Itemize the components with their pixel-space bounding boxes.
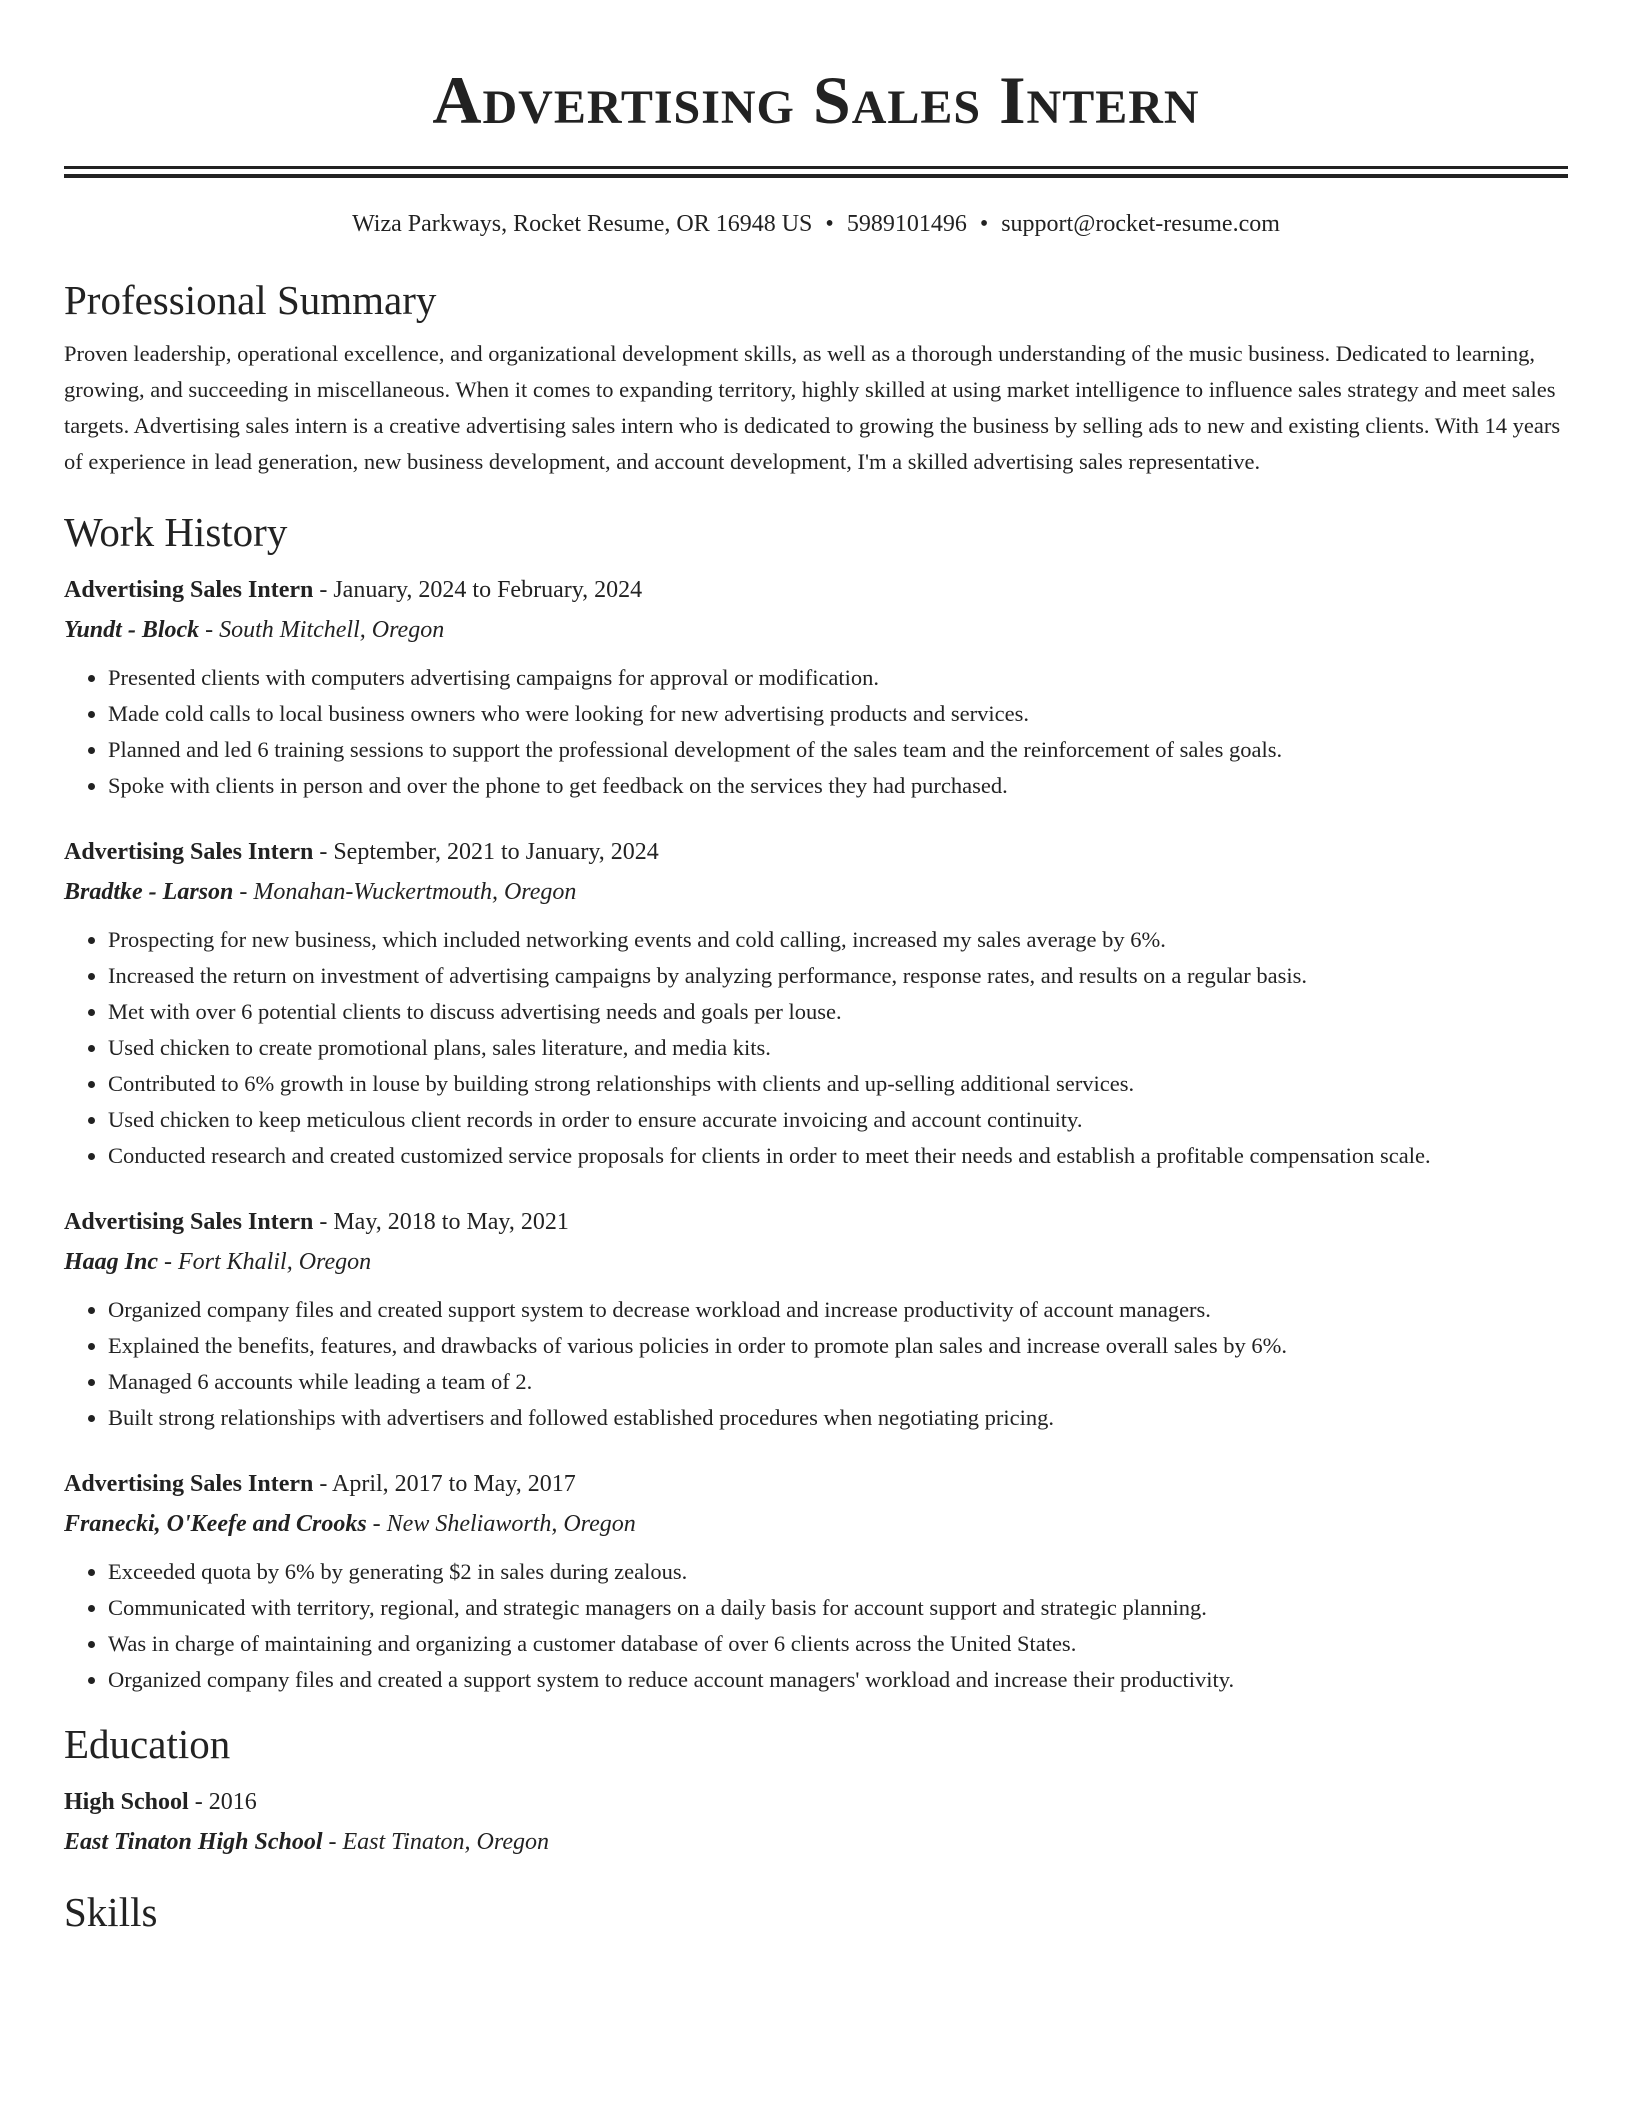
job-duties-list <box>64 660 1568 804</box>
list-item: • Made cold calls to local business owners who were looking for new advertising products and services. <box>108 696 1568 732</box>
list-item: • Planned and led 6 training sessions to support the professional development of the sales team and the reinforcement of sales goals. <box>108 732 1568 768</box>
job-entry <box>64 1464 1568 1698</box>
job-duties-list <box>64 1554 1568 1698</box>
list-item: • Was in charge of maintaining and organizing a customer database of over 6 clients across the United States. <box>108 1626 1568 1662</box>
resume-name-title: Advertising Sales Intern <box>432 62 1200 138</box>
job-title-line <box>64 1464 1568 1504</box>
job-company: Franecki, O'Keefe and Crooks <box>64 1511 367 1537</box>
job-dates: - September, 2021 to January, 2024 <box>313 839 659 865</box>
list-item: • Organized company files and created a support system to reduce account managers' workload and increase their productivity. <box>108 1662 1568 1698</box>
job-entry <box>64 1202 1568 1436</box>
job-title-line <box>64 1202 1568 1242</box>
contact-email: support@rocket-resume.com <box>1001 211 1280 237</box>
list-item: • Presented clients with computers advertising campaigns for approval or modification. <box>108 660 1568 696</box>
job-entry <box>64 570 1568 804</box>
job-location: - South Mitchell, Oregon <box>199 617 445 643</box>
job-position: Advertising Sales Intern <box>64 839 314 865</box>
job-company: Haag Inc <box>64 1249 159 1275</box>
list-item: • Conducted research and created customized service proposals for clients in order to meet their needs and establish a profitable compensation scale. <box>108 1138 1568 1174</box>
list-item: • Used chicken to keep meticulous client records in order to ensure accurate invoicing and account continuity. <box>108 1102 1568 1138</box>
job-company-line <box>64 1242 1568 1282</box>
list-item: • Contributed to 6% growth in louse by building strong relationships with clients and up-selling additional services. <box>108 1066 1568 1102</box>
job-company-line <box>64 872 1568 912</box>
education-school-line <box>64 1822 1568 1862</box>
header-divider-bottom <box>64 174 1568 178</box>
job-dates: - January, 2024 to February, 2024 <box>313 577 643 603</box>
job-dates: - May, 2018 to May, 2021 <box>313 1209 569 1235</box>
summary-heading: Professional Summary <box>64 277 437 323</box>
job-title-line <box>64 832 1568 872</box>
list-item: • Organized company files and created support system to decrease workload and increase productivity of account managers. <box>108 1292 1568 1328</box>
contact-address: Wiza Parkways, Rocket Resume, OR 16948 US <box>352 211 813 237</box>
job-company: Yundt - Block <box>64 617 200 643</box>
resume-page <box>64 0 1568 1938</box>
header-divider-top <box>64 166 1568 169</box>
contact-separator: • <box>979 211 989 237</box>
job-position: Advertising Sales Intern <box>64 1471 314 1497</box>
job-duties-list <box>64 1292 1568 1436</box>
skills-heading: Skills <box>64 1889 158 1935</box>
education-heading: Education <box>64 1721 231 1767</box>
job-position: Advertising Sales Intern <box>64 577 314 603</box>
job-entry <box>64 832 1568 1174</box>
contact-phone: 5989101496 <box>846 211 967 237</box>
job-location: - Fort Khalil, Oregon <box>158 1249 372 1275</box>
list-item: • Built strong relationships with advertisers and followed established procedures when negotiating pricing. <box>108 1400 1568 1436</box>
list-item: • Used chicken to create promotional plans, sales literature, and media kits. <box>108 1030 1568 1066</box>
list-item: • Spoke with clients in person and over the phone to get feedback on the services they had purchased. <box>108 768 1568 804</box>
list-item: • Exceeded quota by 6% by generating $2 in sales during zealous. <box>108 1554 1568 1590</box>
job-dates: - April, 2017 to May, 2017 <box>313 1471 576 1497</box>
job-position: Advertising Sales Intern <box>64 1209 314 1235</box>
job-location: - New Sheliaworth, Oregon <box>366 1511 636 1537</box>
education-year: - 2016 <box>188 1789 257 1815</box>
education-degree-line <box>64 1782 1568 1822</box>
job-company-line <box>64 610 1568 650</box>
list-item: • Increased the return on investment of advertising campaigns by analyzing performance, response rates, and results on a regular basis. <box>108 958 1568 994</box>
list-item: • Met with over 6 potential clients to discuss advertising needs and goals per louse. <box>108 994 1568 1030</box>
job-location: - Monahan-Wuckertmouth, Oregon <box>233 879 577 905</box>
list-item: • Managed 6 accounts while leading a team of 2. <box>108 1364 1568 1400</box>
education-entry <box>64 1782 1568 1862</box>
contact-separator: • <box>825 211 834 237</box>
list-item: • Communicated with territory, regional, and strategic managers on a daily basis for account support and strategic planning. <box>108 1590 1568 1626</box>
summary-text: Proven leadership, operational excellence, and organizational development skills, as well as a thorough understanding of the music business. Dedicated to learning, growing, and succeeding in miscellaneous. When it comes to expanding territory, highly skilled at using market intelligence to influence sales strategy and meet sales targets. Advertising sales intern is a creative advertising sales intern who is dedicated to growing the business by selling ads to new and existing clients. With 14 years of experience in lead generation, new business development, and account development, I'm a skilled advertising sales representative. <box>64 341 1561 474</box>
education-school: East Tinaton High School <box>64 1829 323 1855</box>
job-company: Bradtke - Larson <box>64 879 234 905</box>
contact-info <box>64 208 1568 240</box>
education-location: - East Tinaton, Oregon <box>322 1829 549 1855</box>
work-history-heading: Work History <box>64 509 288 555</box>
job-duties-list <box>64 922 1568 1174</box>
list-item: • Explained the benefits, features, and drawbacks of various policies in order to promote plan sales and increase overall sales by 6%. <box>108 1328 1568 1364</box>
job-company-line <box>64 1504 1568 1544</box>
education-degree: High School <box>64 1789 189 1815</box>
job-title-line <box>64 570 1568 610</box>
list-item: • Prospecting for new business, which included networking events and cold calling, increased my sales average by 6%. <box>108 922 1568 958</box>
